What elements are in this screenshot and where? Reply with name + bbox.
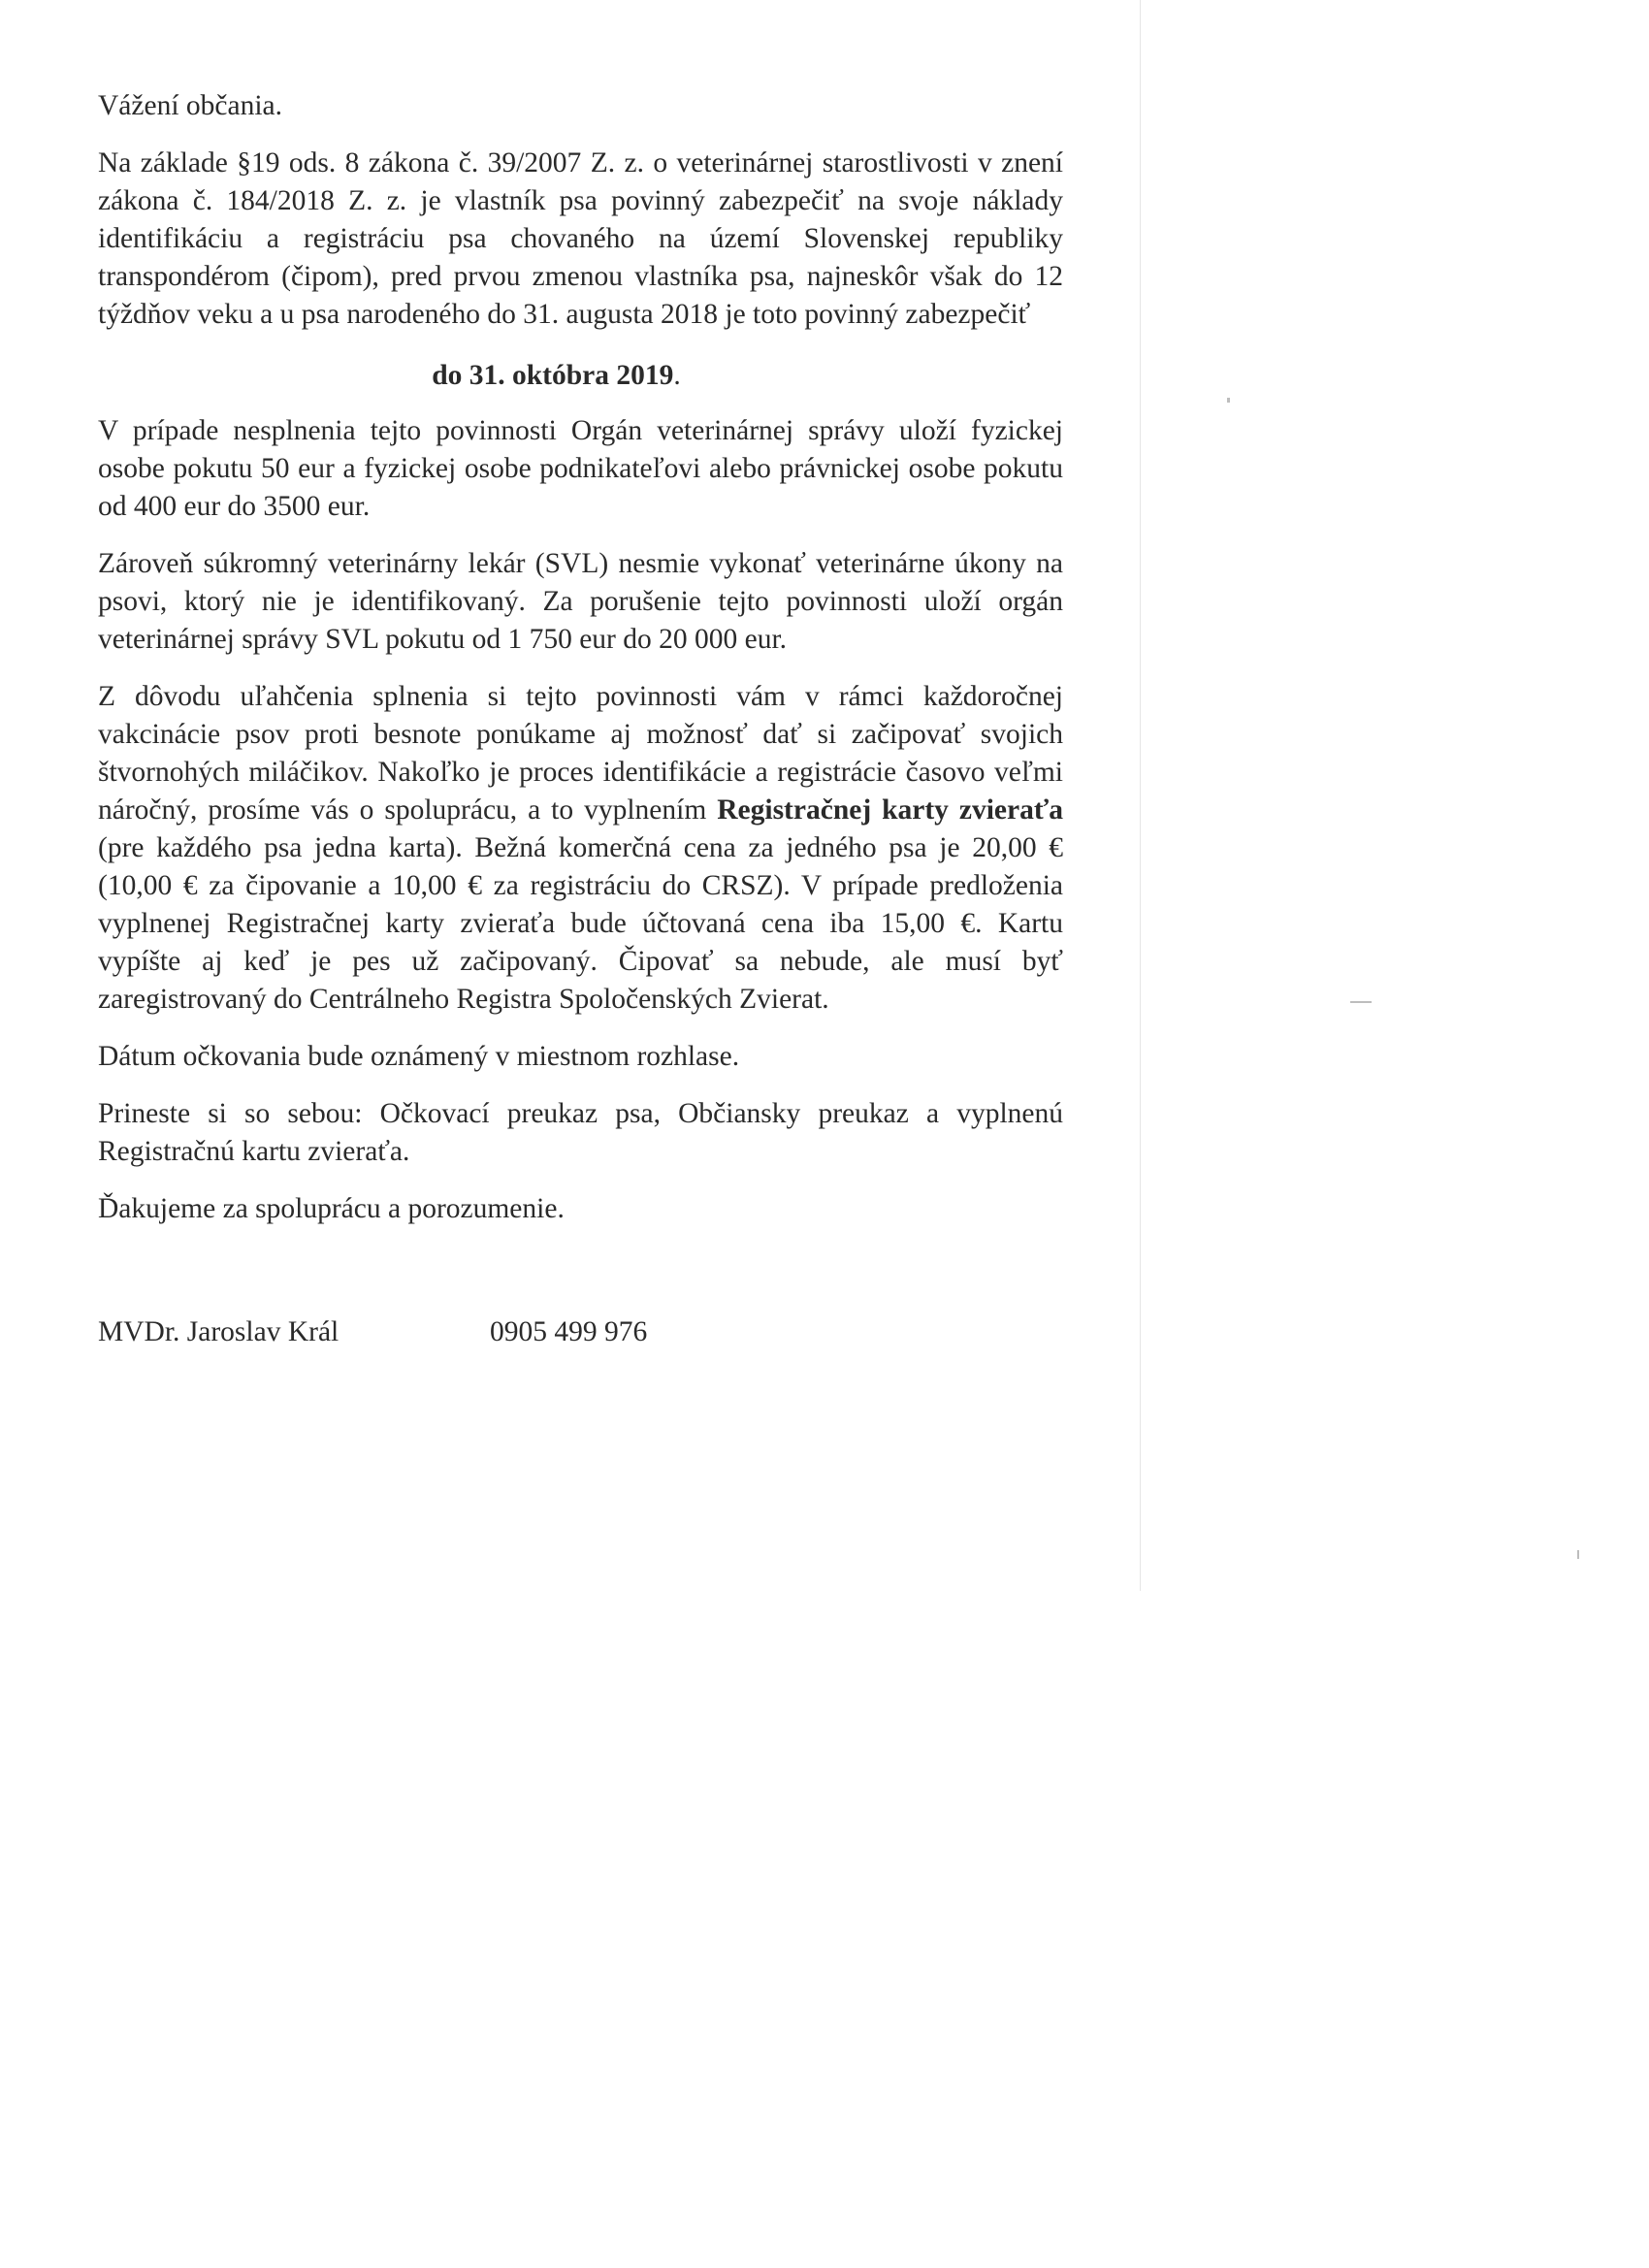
paragraph-penalty: V prípade nesplnenia tejto povinnosti Orgán veterinárnej správy uloží fyzickej osobe pokutu 50 eur a fyzickej osobe podnikateľovi alebo právnickej osobe pokutu od 400 eur do 3500 eur. (98, 415, 1063, 522)
scan-edge (1140, 0, 1141, 1591)
paragraph-bring-documents: Prineste si so sebou: Očkovací preukaz psa, Občiansky preukaz a vyplnenú Registračnú kartu zvieraťa. (98, 1098, 1063, 1167)
letter-body (98, 87, 1063, 1351)
signature-block (98, 1313, 1063, 1351)
scan-speck (1350, 1001, 1372, 1003)
scan-speck (1227, 398, 1230, 403)
paragraph-svl: Zároveň súkromný veterinárny lekár (SVL) nesmie vykonať veterinárne úkony na psovi, ktorý nie je identifikovaný. Za porušenie tejto povinnosti uloží orgán veterinárnej správy SVL pokutu od 1 750 eur do 20 000 eur. (98, 548, 1063, 655)
greeting: Vážení občania. (98, 90, 283, 121)
paragraph-registration-offer (98, 678, 1063, 1019)
offer-text-end: (pre každého psa jedna karta). Bežná komerčná cena za jedného psa je 20,00 € (10,00 € za čipovanie a 10,00 € za registráciu do CRSZ). V prípade predloženia vyplnenej Registračnej karty zvieraťa bude účtovaná cena iba 15,00 €. Kartu vypíšte aj keď je pes už začipovaný. Čipovať sa nebude, ale musí byť zaregistrovaný do Centrálneho Registra Spoločenských Zvierat. (98, 832, 1063, 1015)
paragraph-vaccination-date: Dátum očkovania bude oznámený v miestnom rozhlase. (98, 1041, 740, 1072)
signature-name: MVDr. Jaroslav Král (98, 1316, 340, 1347)
paragraph-legal-basis: Na základe §19 ods. 8 zákona č. 39/2007 Z. z. o veterinárnej starostlivosti v znení zákona č. 184/2018 Z. z. je vlastník psa povinný zabezpečiť na svoje náklady identifikáciu a registráciu psa chovaného na území Slovenskej republiky transpondérom (čipom), pred prvou zmenou vlastníka psa, najneskôr však do 12 týždňov veku a u psa narodeného do 31. augusta 2018 je toto povinný zabezpečiť (98, 147, 1063, 330)
signature-phone: 0905 499 976 (490, 1316, 648, 1347)
deadline-period: . (673, 360, 681, 391)
paragraph-thanks: Ďakujeme za spoluprácu a porozumenie. (98, 1193, 565, 1224)
deadline-date: do 31. októbra 2019 (432, 360, 674, 391)
offer-text-start: Z dôvodu uľahčenia splnenia si tejto povinnosti vám v rámci každoročnej vakcinácie psov proti besnote ponúkame aj možnosť dať si začipovať svojich štvornohých miláčikov. Nakoľko je proces identifikácie a registrácie časovo veľmi náročný, prosíme vás o spoluprácu, a to vyplnením (98, 681, 1063, 826)
scan-speck (1577, 1550, 1579, 1559)
registration-card-name: Registračnej karty zvieraťa (717, 794, 1063, 826)
deadline (98, 357, 1063, 395)
